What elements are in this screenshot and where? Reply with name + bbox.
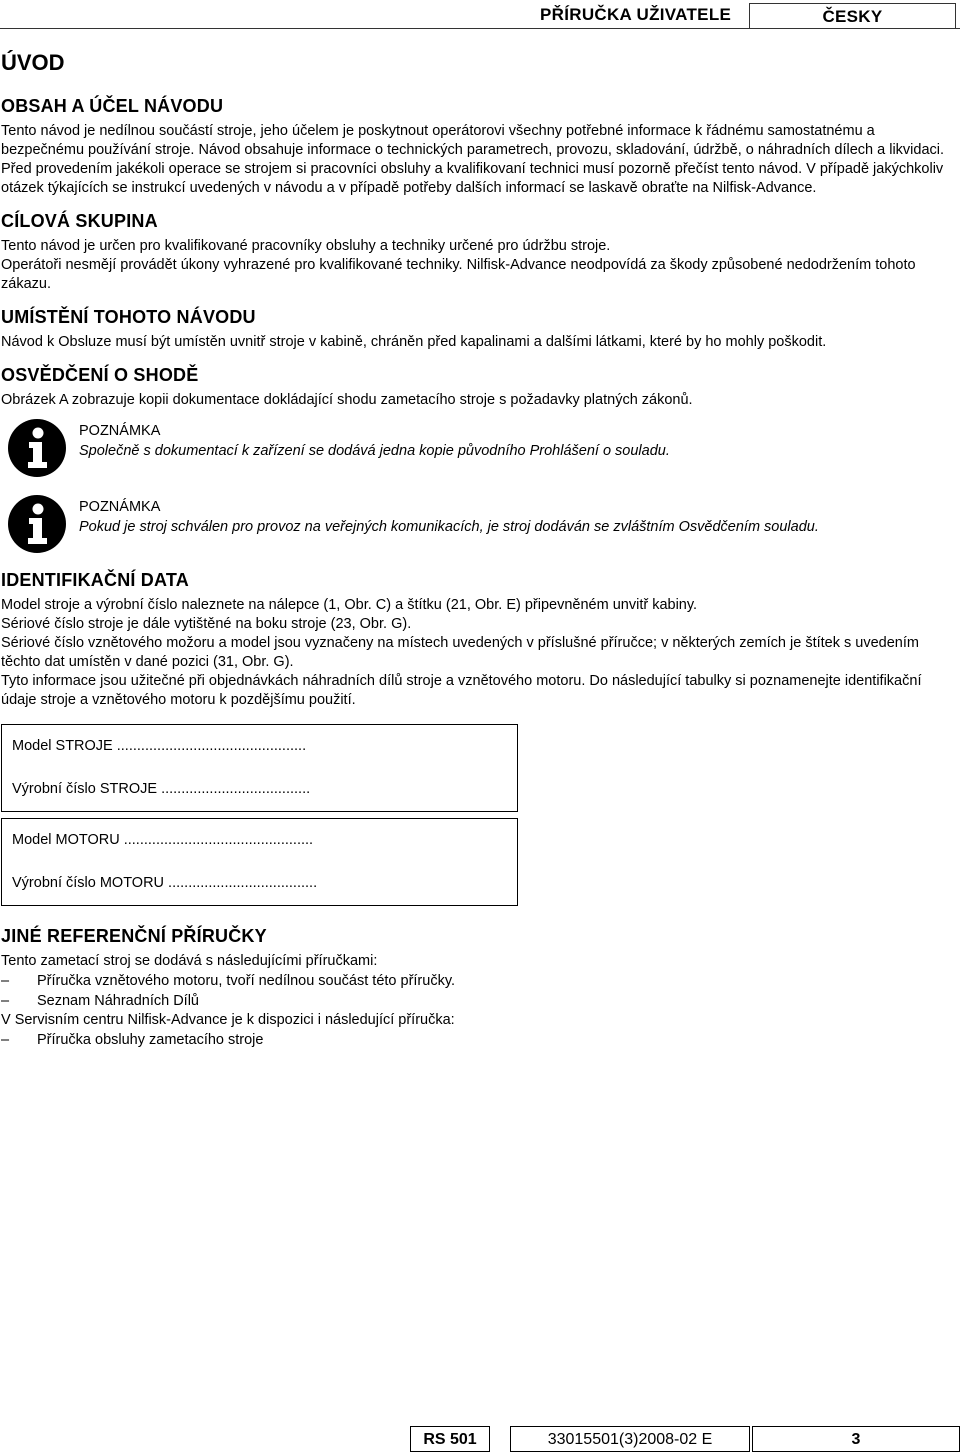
paragraph: Před provedením jakékoli operace se strojem si pracovníci obsluhy a kvalifikovaní technici musí pozorně přečíst tento návod. V případě jakýchkoliv otázek týkajících se instrukcí uvedených v návodu a v případě potřeby dalších informací se laskavě obraťte na Nilfisk-Advance. — [1, 161, 944, 196]
paragraph: Sériové číslo stroje je dále vytištěné na boku stroje (23, Obr. G). — [1, 616, 412, 632]
paragraph: Model stroje a výrobní číslo naleznete na nálepce (1, Obr. C) a štítku (21, Obr. E) připevněném unvitř kabiny. — [1, 597, 698, 613]
paragraph: Sériové číslo vznětového možoru a model jsou vyznačeny na místech uvedených v příslušné příručce; v některých zemích je štítek s uvedením těchto dat umístěn v dané pozici (31, Obr. G). — [1, 635, 919, 670]
identification-table — [1, 724, 951, 906]
list-dash: – — [1, 1032, 10, 1048]
paragraph: Tyto informace jsou užitečné při objednávkách náhradních dílů stroje a vznětového motoru. Do následující tabulky si poznamenejte identifikační údaje stroje a vznětového motoru k pozdějšímu použití. — [1, 673, 922, 708]
section-manual-location — [1, 305, 951, 352]
engine-id-box — [1, 818, 518, 906]
list-item-text: Příručka vznětového motoru, tvoří nedílnou součást této příručky. — [37, 973, 456, 989]
paragraph: Obrázek A zobrazuje kopii dokumentace dokládající shodu zametacího stroje s požadavky platných zákonů. — [1, 392, 693, 408]
section-target-group — [1, 209, 951, 294]
machine-id-box — [1, 724, 518, 812]
info-icon — [7, 494, 67, 554]
note-text: Pokud je stroj schválen pro provoz na veřejných komunikacích, je stroj dodáván se zvláštním Osvědčením souladu. — [79, 519, 819, 535]
section-other-manuals — [1, 924, 951, 1050]
section-identification — [1, 568, 951, 906]
section-heading: IDENTIFIKAČNÍ DATA — [1, 570, 189, 590]
note-text: Společně s dokumentací k zařízení se dodává jedna kopie původního Prohlášení o souladu. — [79, 443, 670, 459]
section-heading: UMÍSTĚNÍ TOHOTO NÁVODU — [1, 307, 256, 327]
section-conformity — [1, 363, 951, 562]
list-item-text: Seznam Náhradních Dílů — [37, 993, 199, 1009]
list-item-text: Příručka obsluhy zametacího stroje — [37, 1032, 264, 1048]
list-dash: – — [1, 993, 10, 1009]
engine-serial-field: Výrobní číslo MOTORU ..................................... — [12, 875, 318, 891]
paragraph: Tento zametací stroj se dodává s následujícími příručkami: — [1, 953, 378, 969]
manual-list — [1, 1030, 951, 1050]
header-rule — [0, 28, 960, 29]
manual-list — [1, 971, 951, 1011]
manual-title: PŘÍRUČKA UŽIVATELE — [540, 5, 732, 24]
section-heading: JINÉ REFERENČNÍ PŘÍRUČKY — [1, 926, 267, 946]
page-number: 3 — [752, 1426, 960, 1452]
page-title: ÚVOD — [1, 50, 65, 75]
page-content — [1, 48, 951, 1061]
list-item — [1, 1030, 951, 1050]
section-purpose — [1, 94, 951, 198]
page-header — [0, 0, 960, 32]
language-label: ČESKY — [749, 3, 956, 29]
paragraph: V Servisním centru Nilfisk-Advance je k dispozici i následující příručka: — [1, 1012, 455, 1028]
info-icon — [7, 418, 67, 478]
footer-doc-code: 33015501(3)2008-02 E — [510, 1426, 750, 1452]
list-item — [1, 991, 951, 1011]
list-dash: – — [1, 973, 10, 989]
note-label: POZNÁMKA — [79, 423, 161, 439]
paragraph: Operátoři nesmějí provádět úkony vyhrazené pro kvalifikované techniky. Nilfisk-Advance neodpovídá za škody způsobené nedodržením tohoto zákazu. — [1, 257, 916, 292]
list-item — [1, 971, 951, 991]
section-heading: OSVĚDČENÍ O SHODĚ — [1, 365, 199, 385]
machine-model-field: Model STROJE ............................................... — [12, 738, 307, 754]
note-label: POZNÁMKA — [79, 499, 161, 515]
paragraph: Návod k Obsluze musí být umístěn uvnitř stroje v kabině, chráněn před kapalinami a dalšími látkami, které by ho mohly poškodit. — [1, 334, 827, 350]
paragraph: Tento návod je nedílnou součástí stroje, jeho účelem je poskytnout operátorovi všechny potřebné informace k řádnému samostatnému a bezpečnému používání stroje. Návod obsahuje informace o technických parametrech, provozu, skladování, údržbě, o náhradních dílech a likvidaci. — [1, 123, 945, 158]
machine-serial-field: Výrobní číslo STROJE ..................................... — [12, 781, 311, 797]
section-heading: OBSAH A ÚČEL NÁVODU — [1, 96, 224, 116]
engine-model-field: Model MOTORU ............................................... — [12, 832, 314, 848]
note-box — [1, 492, 951, 562]
note-box — [1, 416, 951, 486]
paragraph: Tento návod je určen pro kvalifikované pracovníky obsluhy a techniky určené pro údržbu stroje. — [1, 238, 611, 254]
footer-model: RS 501 — [410, 1426, 490, 1452]
section-heading: CÍLOVÁ SKUPINA — [1, 211, 158, 231]
page-footer — [0, 1426, 960, 1454]
